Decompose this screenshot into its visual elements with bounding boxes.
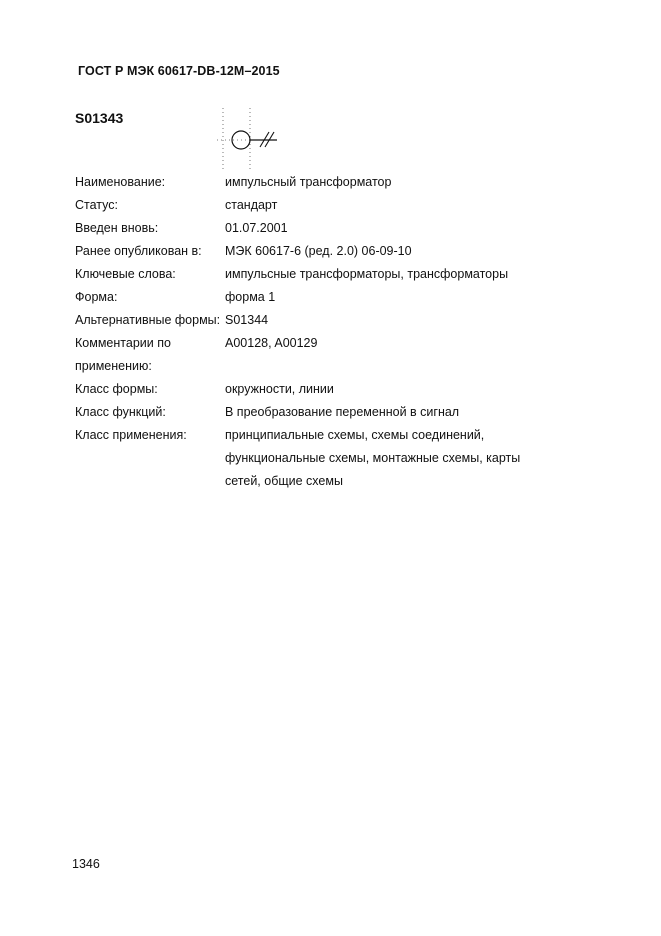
property-row-form	[75, 286, 555, 309]
property-label: Класс применения:	[75, 428, 187, 442]
property-label: Альтернативные формы:	[75, 313, 221, 327]
symbol-properties	[75, 171, 555, 493]
property-value: A00128, A00129	[225, 336, 318, 350]
property-label: Введен вновь:	[75, 221, 159, 235]
property-row-status	[75, 194, 555, 217]
property-value: МЭК 60617-6 (ред. 2.0) 06-09-10	[225, 244, 412, 258]
property-row-application-comments	[75, 332, 555, 378]
page-number: 1346	[72, 857, 100, 871]
property-value: окружности, линии	[225, 382, 334, 396]
property-value: 01.07.2001	[225, 221, 288, 235]
property-label: Форма:	[75, 290, 118, 304]
property-value: импульсный трансформатор	[225, 175, 392, 189]
property-row-name	[75, 171, 555, 194]
property-label: Ключевые слова:	[75, 267, 176, 281]
property-label: Комментарии по применению:	[75, 336, 171, 373]
property-row-shape-class	[75, 378, 555, 401]
property-value: B преобразование переменной в сигнал	[225, 405, 460, 419]
property-value: S01344	[225, 313, 269, 327]
property-row-previously-published	[75, 240, 555, 263]
property-row-application-class	[75, 424, 555, 493]
property-label: Наименование:	[75, 175, 166, 189]
property-value: импульсные трансформаторы, трансформаторы	[225, 267, 509, 281]
property-label: Класс функций:	[75, 405, 166, 419]
property-row-alternative-forms	[75, 309, 555, 332]
property-value: принципиальные схемы, схемы соединений, функциональные схемы, монтажные схемы, карты сетей, общие схемы	[225, 428, 521, 488]
property-value: стандарт	[225, 198, 278, 212]
property-row-keywords	[75, 263, 555, 286]
property-value: форма 1	[225, 290, 276, 304]
property-label: Ранее опубликован в:	[75, 244, 202, 258]
pulse-transformer-symbol	[215, 106, 285, 172]
property-row-function-class	[75, 401, 555, 424]
document-header: ГОСТ Р МЭК 60617-DB-12M–2015	[78, 64, 280, 78]
property-label: Статус:	[75, 198, 118, 212]
property-row-introduced	[75, 217, 555, 240]
symbol-code: S01343	[75, 110, 124, 126]
property-label: Класс формы:	[75, 382, 158, 396]
